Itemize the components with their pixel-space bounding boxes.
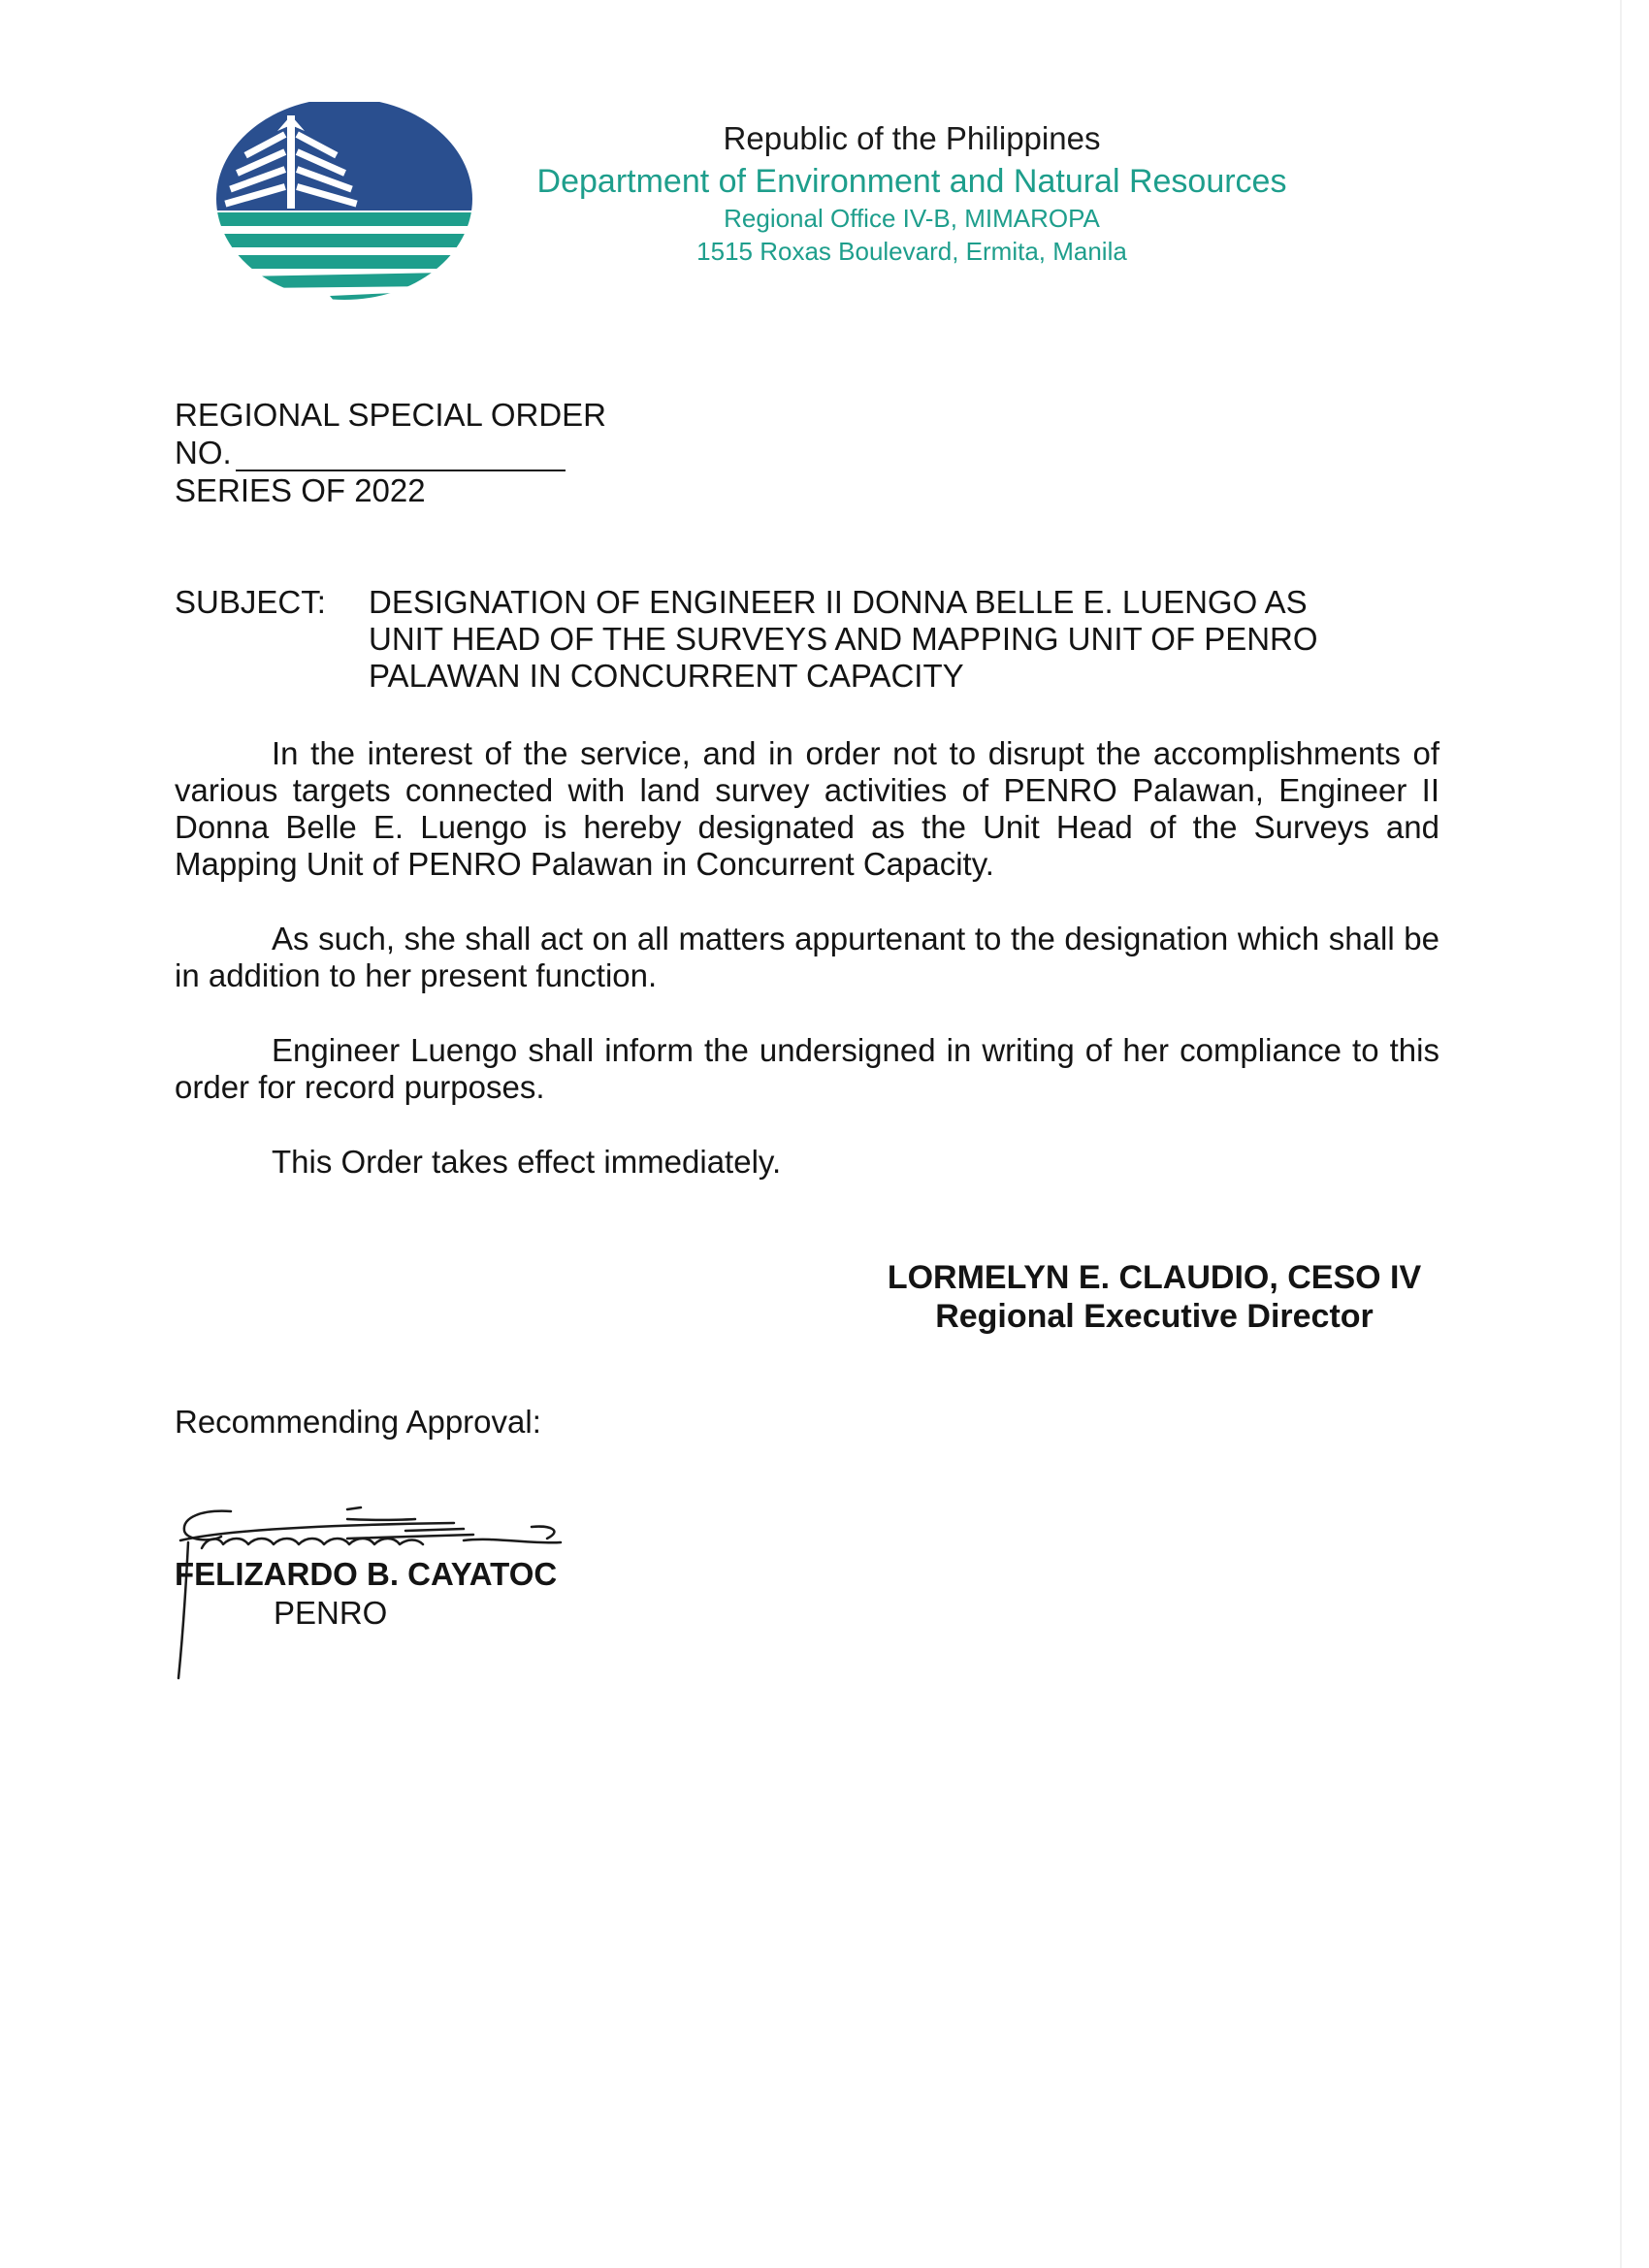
letterhead — [446, 118, 1377, 269]
order-number-line — [175, 434, 606, 471]
letterhead-department: Department of Environment and Natural Resources — [536, 162, 1287, 200]
letterhead-republic: Republic of the Philippines — [723, 120, 1101, 156]
letterhead-address: 1515 Roxas Boulevard, Ermita, Manila — [696, 236, 1127, 266]
body-paragraph-2: As such, she shall act on all matters appurtenant to the designation which shall be in addition to her present function. — [175, 921, 1439, 993]
letterhead-regional-office: Regional Office IV-B, MIMAROPA — [724, 204, 1100, 234]
order-title: REGIONAL SPECIAL ORDER — [175, 397, 607, 433]
body-paragraph-4: This Order takes effect immediately. — [272, 1144, 782, 1180]
scan-edge-line — [1620, 0, 1622, 2268]
order-series: SERIES OF 2022 — [175, 472, 426, 508]
recommending-approval-label: Recommending Approval: — [175, 1404, 541, 1440]
order-heading — [175, 396, 606, 509]
order-number-label: NO. — [175, 435, 232, 470]
recommending-title: PENRO — [274, 1595, 388, 1631]
signatory-block — [873, 1258, 1436, 1336]
recommending-name: FELIZARDO B. CAYATOC — [175, 1556, 558, 1592]
signatory-name: LORMELYN E. CLAUDIO, CESO IV — [887, 1259, 1422, 1296]
body-paragraph-1: In the interest of the service, and in order not to disrupt the accomplishments of various targets connected with land survey activities of PENRO Palawan, Engineer II Donna Belle E. Luengo is hereby designated as the Unit Head of the Surveys and Mapping Unit of PENRO Palawan in Concurrent Capacity. — [175, 735, 1439, 882]
subject-text: DESIGNATION OF ENGINEER II DONNA BELLE E. LUENGO AS UNIT HEAD OF THE SURVEYS AND MAPPING UNIT OF PENRO PALAWAN IN CONCURRENT CAPACITY — [369, 584, 1318, 694]
order-number-blank — [236, 438, 566, 471]
subject-label: SUBJECT: — [175, 584, 326, 620]
order-body — [175, 735, 1439, 1218]
signatory-title: Regional Executive Director — [935, 1298, 1374, 1335]
denr-seal-icon — [213, 102, 475, 315]
body-paragraph-3: Engineer Luengo shall inform the undersigned in writing of her compliance to this order for record purposes. — [175, 1032, 1439, 1105]
subject-block — [175, 584, 1436, 695]
